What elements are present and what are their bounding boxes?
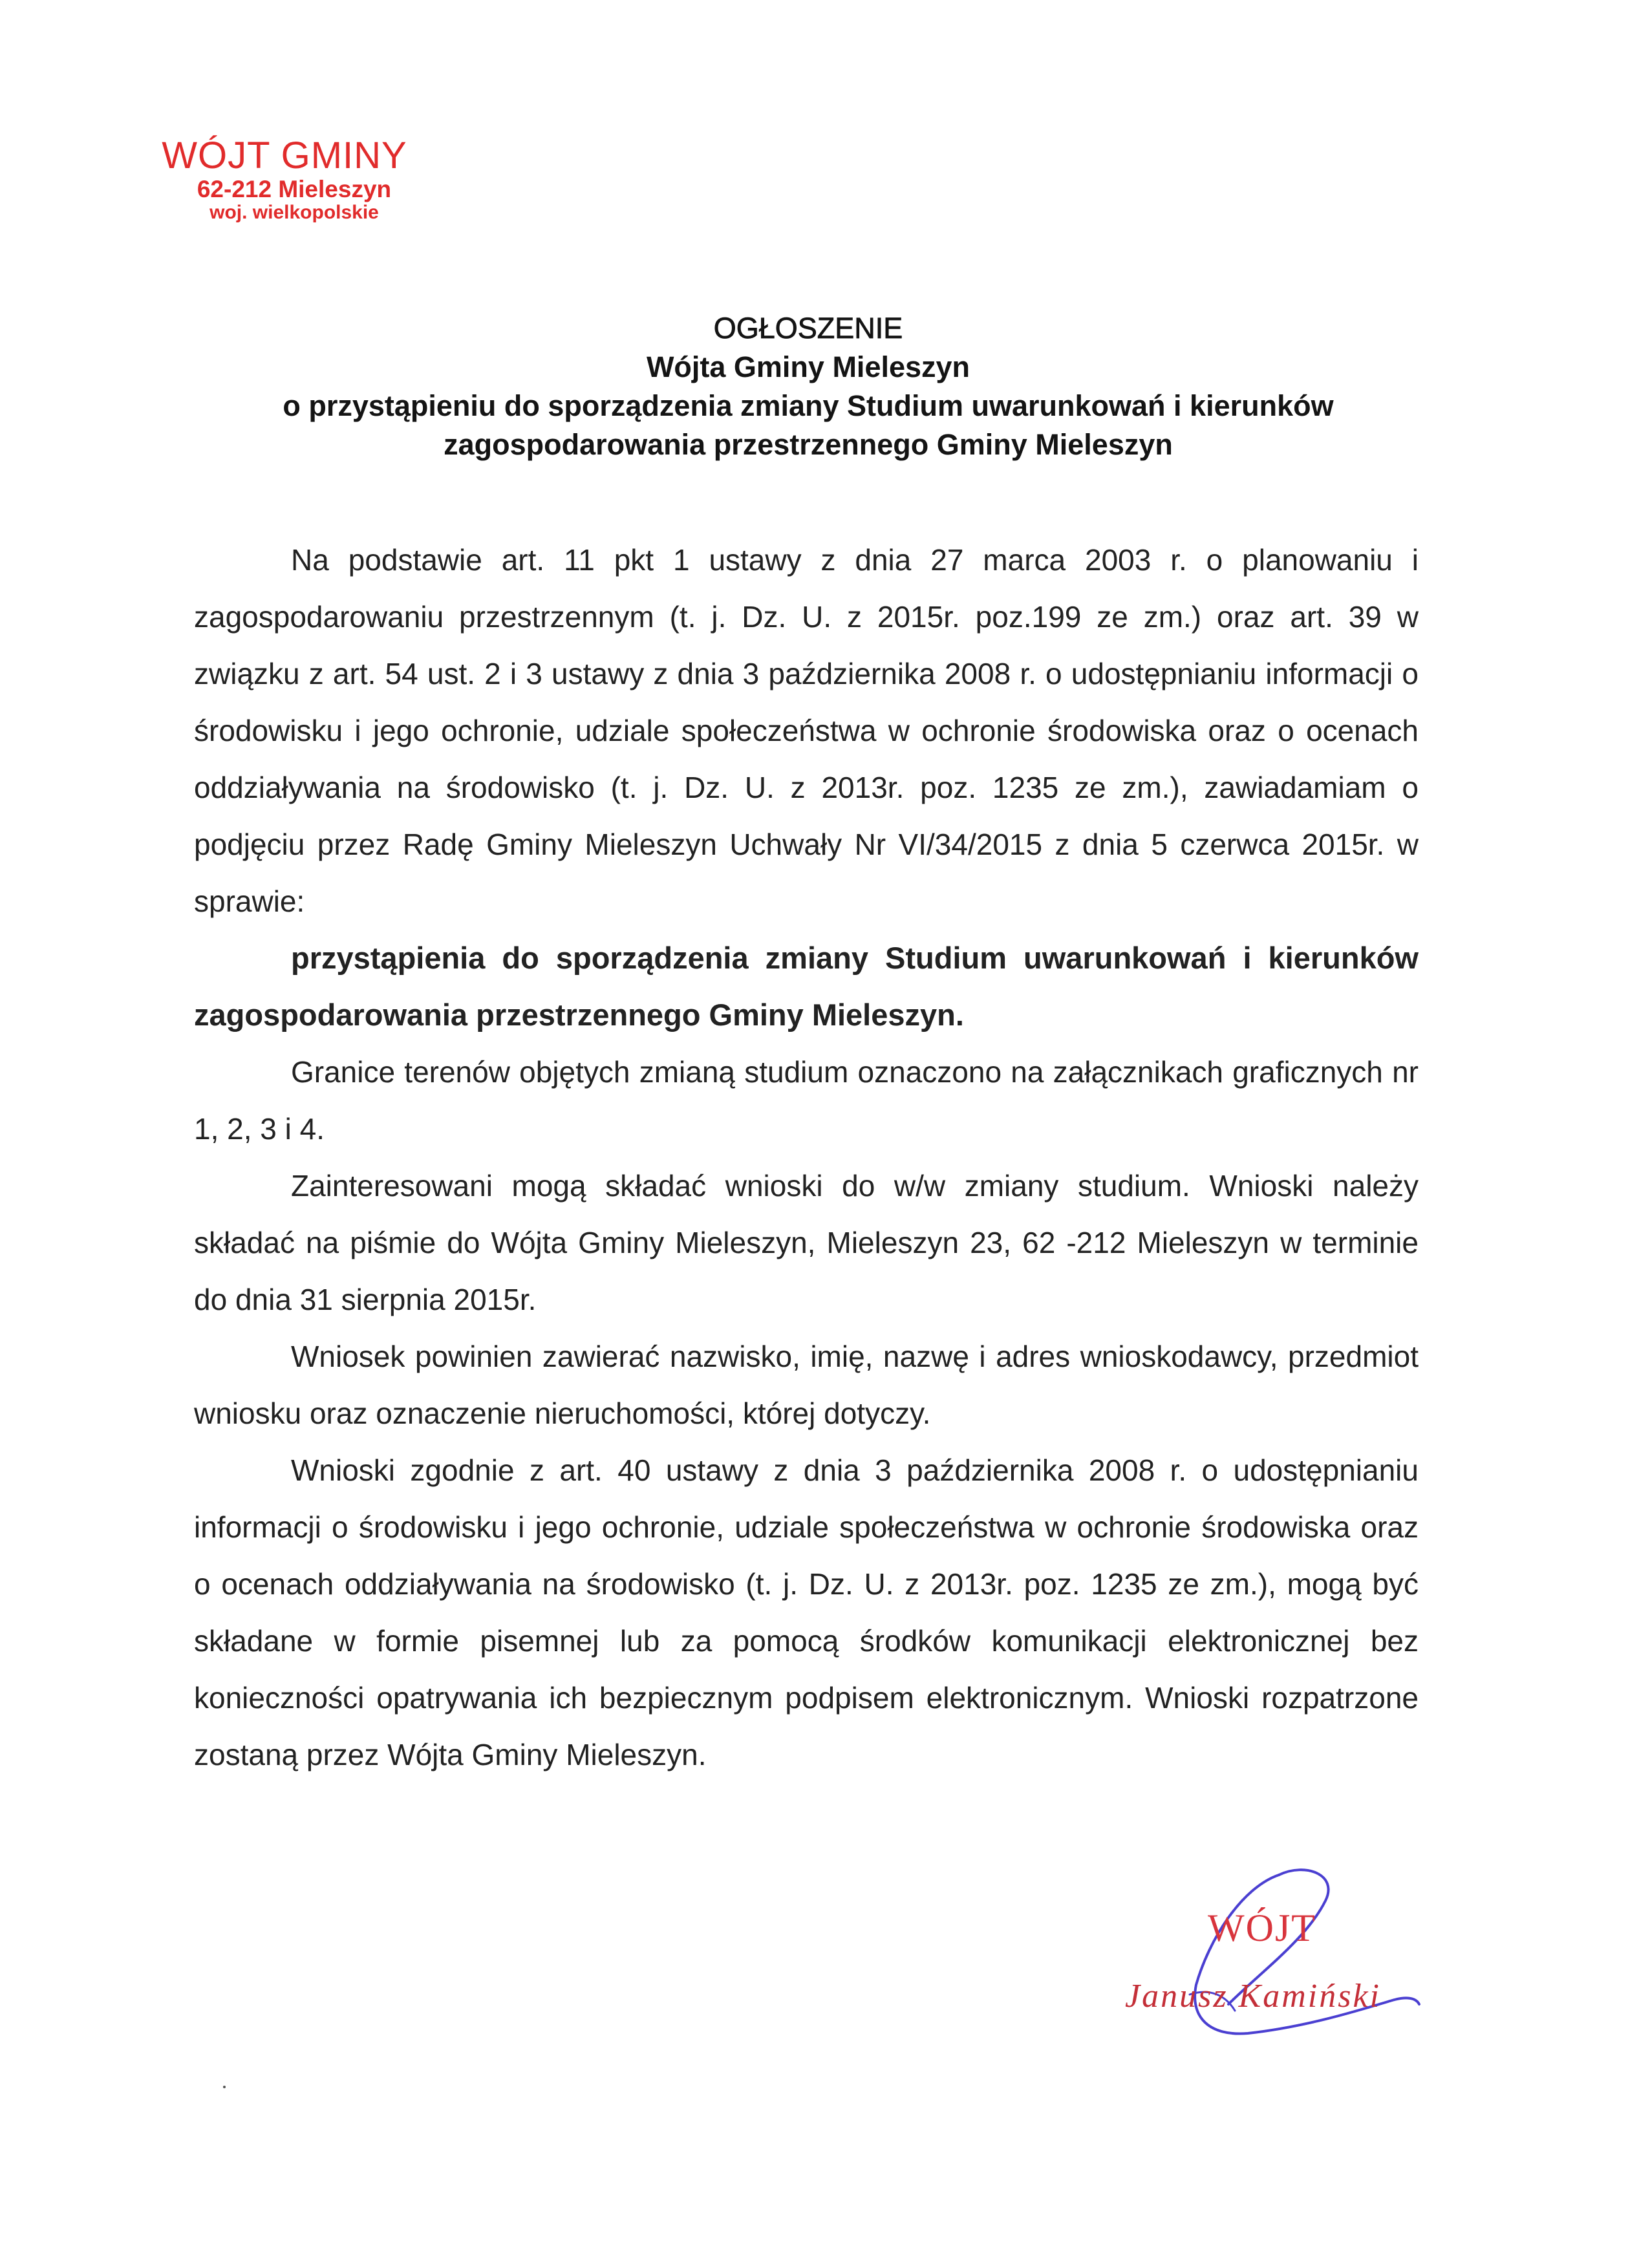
paragraph-request-contents: Wniosek powinien zawierać nazwisko, imię, nazwę i adres wnioskodawcy, przedmiot wniosku oraz oznaczenie nieruchomości, której dotyczy. <box>194 1340 1419 1430</box>
announcement-heading <box>162 309 1455 464</box>
paragraph-legal-basis: Na podstawie art. 11 pkt 1 ustawy z dnia 27 marca 2003 r. o planowaniu i zagospodarowaniu przestrzennym (t. j. Dz. U. z 2015r. poz.199 ze zm.) oraz art. 39 w związku z art. 54 ust. 2 i 3 ustawy z dnia 3 października 2008 r. o udostępnianiu informacji o środowisku i jego ochronie, udziale społeczeństwa w ochronie środowiska oraz o ocenach oddziaływania na środowisko (t. j. Dz. U. z 2013r. poz. 1235 ze zm.), zawiadamiam o podjęciu przez Radę Gminy Mieleszyn Uchwały Nr VI/34/2015 z dnia 5 czerwca 2015r. w sprawie: <box>194 543 1419 918</box>
signature-stamp-name: Janusz Kamiński <box>1125 1978 1381 2015</box>
handwritten-signature-scribble <box>1112 1862 1448 2043</box>
heading-subject-line2: zagospodarowania przestrzennego Gminy Mieleszyn <box>444 428 1173 461</box>
heading-title: OGŁOSZENIE <box>713 312 903 345</box>
stamp-postal-address: 62-212 Mieleszyn <box>197 176 392 202</box>
office-stamp <box>149 134 420 224</box>
stamp-voivodeship: woj. wielkopolskie <box>209 202 379 223</box>
paragraph-submission-methods: Wnioski zgodnie z art. 40 ustawy z dnia 3 października 2008 r. o udostępnianiu informacji o środowisku i jego ochronie, udziale społeczeństwa w ochronie środowiska oraz o ocenach oddziaływania na środowisko (t. j. Dz. U. z 2013r. poz. 1235 ze zm.), mogą być składane w formie pisemnej lub za pomocą środków komunikacji elektronicznej bez konieczności opatrywania ich bezpiecznym podpisem elektronicznym. Wnioski rozpatrzone zostaną przez Wójta Gminy Mieleszyn. <box>194 1453 1419 1771</box>
paragraph-resolution-subject: przystąpienia do sporządzenia zmiany Studium uwarunkowań i kierunków zagospodarowania przestrzennego Gminy Mieleszyn. <box>194 941 1419 1032</box>
scan-speck <box>223 2086 226 2088</box>
paragraph-boundaries: Granice terenów objętych zmianą studium oznaczono na załącznikach graficznych nr 1, 2, 3 i 4. <box>194 1055 1419 1146</box>
paragraph-submission-info: Zainteresowani mogą składać wnioski do w/w zmiany studium. Wnioski należy składać na piśmie do Wójta Gminy Mieleszyn, Mieleszyn 23, 62 -212 Mieleszyn w terminie do dnia 31 sierpnia 2015r. <box>194 1169 1419 1316</box>
heading-issuer: Wójta Gminy Mieleszyn <box>646 350 970 383</box>
signature-stamp-role: WÓJT <box>1208 1907 1316 1949</box>
announcement-body <box>194 531 1419 1783</box>
heading-subject-line1: o przystąpieniu do sporządzenia zmiany Studium uwarunkowań i kierunków <box>283 389 1334 422</box>
signature-block <box>1112 1862 1448 2043</box>
stamp-title: WÓJT GMINY <box>162 134 407 177</box>
